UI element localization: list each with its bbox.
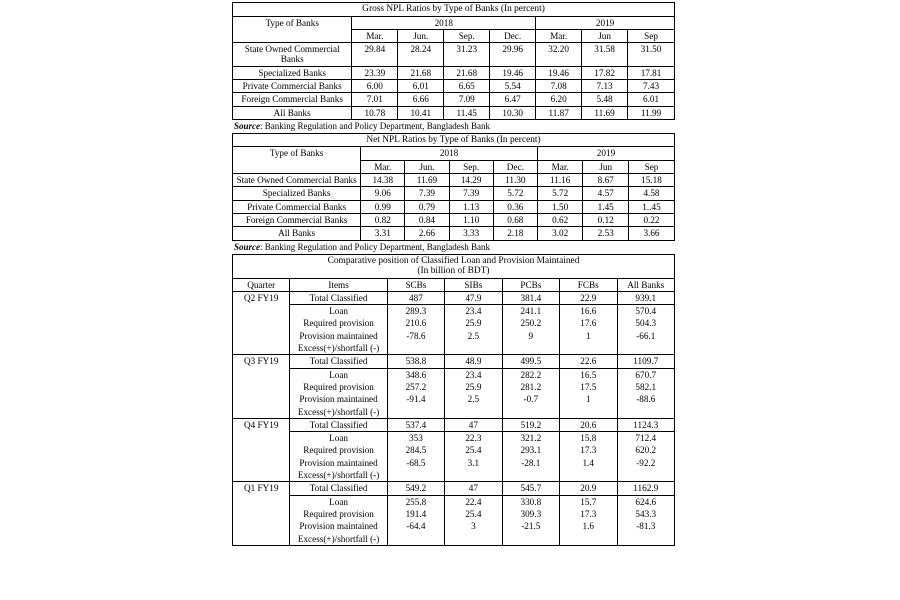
- row-label: Foreign Commercial Banks: [233, 93, 352, 106]
- cell: 29.96: [490, 43, 536, 67]
- cell: 3.1: [445, 457, 502, 469]
- table-row: [233, 213, 675, 226]
- cell: 17.5: [560, 381, 617, 393]
- cell: 19.46: [536, 66, 582, 79]
- cell: 16.5: [560, 368, 617, 381]
- cell: 0.12: [583, 213, 629, 226]
- cell: 29.84: [352, 43, 398, 67]
- month-header: Mar.: [352, 29, 398, 42]
- cell: 582.1: [617, 381, 675, 393]
- table-caption-row: [233, 133, 675, 147]
- cell: 4.57: [583, 187, 629, 200]
- cell: 241.1: [502, 305, 559, 318]
- table-row: [233, 43, 675, 67]
- source-text: : Banking Regulation and Policy Department, Bangladesh Bank: [260, 241, 490, 252]
- cell: 14.29: [449, 174, 493, 187]
- source-label: Source: [234, 241, 261, 252]
- cell: 381.4: [502, 291, 559, 304]
- caption-line-2: (In billion of BDT): [417, 266, 490, 277]
- cell: 17.3: [560, 444, 617, 456]
- month-header: Mar.: [361, 160, 405, 173]
- item-label: Provision maintained: [290, 520, 387, 532]
- net-npl-source: [232, 241, 675, 254]
- cell: -0.7: [502, 393, 559, 405]
- cell: 537.4: [387, 418, 444, 431]
- cell: -88.6: [617, 393, 675, 405]
- table-row: [233, 469, 675, 482]
- document-body: [232, 2, 675, 546]
- cell: 6.01: [628, 93, 675, 106]
- type-of-banks-header: Type of Banks: [233, 147, 361, 174]
- cell: 504.3: [617, 317, 675, 329]
- table-row: [233, 187, 675, 200]
- cell: 16.6: [560, 305, 617, 318]
- cell: 23.4: [445, 368, 502, 381]
- cell: 15.18: [628, 174, 674, 187]
- table-row: [233, 174, 675, 187]
- quarter-label: Q3 FY19: [233, 355, 290, 418]
- cell: 499.5: [502, 355, 559, 368]
- cell: 17.81: [628, 66, 675, 79]
- cell: [445, 533, 502, 546]
- item-label: Required provision: [290, 317, 387, 329]
- cell: 23.4: [445, 305, 502, 318]
- cell: 5.48: [582, 93, 628, 106]
- item-label: Excess(+)/shortfall (-): [290, 533, 387, 546]
- cell: -21.5: [502, 520, 559, 532]
- cell: 6.66: [398, 93, 444, 106]
- cell: 1.4: [560, 457, 617, 469]
- cell: 15.7: [560, 495, 617, 508]
- cell: 353: [387, 432, 444, 445]
- cell: 20.6: [560, 418, 617, 431]
- cell: 281.2: [502, 381, 559, 393]
- cell: 250.2: [502, 317, 559, 329]
- cell: 9.06: [361, 187, 405, 200]
- cell: 538.8: [387, 355, 444, 368]
- cell: 0.22: [628, 213, 674, 226]
- item-label: Required provision: [290, 444, 387, 456]
- cell: 3: [445, 520, 502, 532]
- cell: 19.46: [490, 66, 536, 79]
- cell: 712.4: [617, 432, 675, 445]
- cell: 549.2: [387, 482, 444, 495]
- month-header: Jun.: [398, 29, 444, 42]
- cell: 0.62: [537, 213, 583, 226]
- table-row: [233, 227, 675, 240]
- table-group-row: [233, 355, 675, 368]
- cell: [617, 469, 675, 482]
- cell: [445, 469, 502, 482]
- cell: 11.45: [444, 106, 490, 119]
- cell: 20.9: [560, 482, 617, 495]
- table-group-row: [233, 418, 675, 431]
- item-label: Provision maintained: [290, 393, 387, 405]
- column-header-quarter: Quarter: [233, 278, 290, 291]
- cell: 25.4: [445, 508, 502, 520]
- cell: 7.39: [405, 187, 449, 200]
- cell: [560, 533, 617, 546]
- cell: 570.4: [617, 305, 675, 318]
- cell: -81.3: [617, 520, 675, 532]
- row-label: All Banks: [233, 227, 361, 240]
- table-row: [233, 457, 675, 469]
- column-header-allbanks: All Banks: [617, 278, 675, 291]
- cell: 282.2: [502, 368, 559, 381]
- cell: 7.13: [582, 80, 628, 93]
- cell: [445, 342, 502, 355]
- gross-npl-source: [232, 120, 675, 133]
- cell: 10.30: [490, 106, 536, 119]
- cell: 7.39: [449, 187, 493, 200]
- cell: 6.00: [352, 80, 398, 93]
- item-label: Required provision: [290, 381, 387, 393]
- year-2018-header: 2018: [361, 147, 538, 160]
- gross-npl-caption: Gross NPL Ratios by Type of Banks (In percent): [233, 3, 675, 17]
- cell: 348.6: [387, 368, 444, 381]
- cell: 1124.3: [617, 418, 675, 431]
- cell: 31.50: [628, 43, 675, 67]
- item-label: Loan: [290, 495, 387, 508]
- cell: -64.4: [387, 520, 444, 532]
- cell: 2.53: [583, 227, 629, 240]
- column-header-sibs: SIBs: [445, 278, 502, 291]
- type-of-banks-header: Type of Banks: [233, 16, 352, 43]
- year-2019-header: 2019: [537, 147, 674, 160]
- cell: 48.9: [445, 355, 502, 368]
- cell: 2.18: [493, 227, 537, 240]
- cell: 487: [387, 291, 444, 304]
- item-label: Total Classified: [290, 418, 387, 431]
- cell: [387, 406, 444, 419]
- month-header: Jun.: [405, 160, 449, 173]
- cell: 22.3: [445, 432, 502, 445]
- table-header-row: [233, 147, 675, 160]
- cell: [502, 406, 559, 419]
- item-label: Loan: [290, 368, 387, 381]
- cell: 0.84: [405, 213, 449, 226]
- cell: [502, 533, 559, 546]
- table-row: [233, 106, 675, 119]
- cell: 6.47: [490, 93, 536, 106]
- table-caption-row: [233, 3, 675, 17]
- table-row: [233, 432, 675, 445]
- column-header-pcbs: PCBs: [502, 278, 559, 291]
- cell: 670.7: [617, 368, 675, 381]
- cell: 321.2: [502, 432, 559, 445]
- cell: 11.30: [493, 174, 537, 187]
- item-label: Provision maintained: [290, 330, 387, 342]
- cell: 7.09: [444, 93, 490, 106]
- table-header-row: [233, 16, 675, 29]
- cell: 10.78: [352, 106, 398, 119]
- item-label: Excess(+)/shortfall (-): [290, 469, 387, 482]
- cell: 5.72: [537, 187, 583, 200]
- month-header: Sep: [628, 29, 675, 42]
- cell: [387, 342, 444, 355]
- table-row: [233, 200, 675, 213]
- cell: 1109.7: [617, 355, 675, 368]
- table-row: [233, 533, 675, 546]
- cell: [560, 469, 617, 482]
- cell: 4.58: [628, 187, 674, 200]
- cell: 17.6: [560, 317, 617, 329]
- cell: 22.4: [445, 495, 502, 508]
- quarter-label: Q2 FY19: [233, 291, 290, 354]
- cell: -92.2: [617, 457, 675, 469]
- table-row: [233, 66, 675, 79]
- cell: 543.3: [617, 508, 675, 520]
- table-row: [233, 495, 675, 508]
- item-label: Total Classified: [290, 482, 387, 495]
- cell: -91.4: [387, 393, 444, 405]
- quarter-label: Q1 FY19: [233, 482, 290, 545]
- table-row: [233, 508, 675, 520]
- cell: [617, 342, 675, 355]
- item-label: Required provision: [290, 508, 387, 520]
- table-group-row: [233, 482, 675, 495]
- row-label: State Owned Commercial Banks: [233, 174, 361, 187]
- table-row: [233, 393, 675, 405]
- cell: 330.8: [502, 495, 559, 508]
- cell: 6.20: [536, 93, 582, 106]
- cell: 0.36: [493, 200, 537, 213]
- cell: 1.10: [449, 213, 493, 226]
- row-label: All Banks: [233, 106, 352, 119]
- item-label: Total Classified: [290, 291, 387, 304]
- row-label: Private Commercial Banks: [233, 80, 352, 93]
- cell: 210.6: [387, 317, 444, 329]
- month-header: Sep.: [449, 160, 493, 173]
- table-row: [233, 381, 675, 393]
- cell: 8.67: [583, 174, 629, 187]
- month-header: Jun: [583, 160, 629, 173]
- cell: 32.20: [536, 43, 582, 67]
- cell: 1.45: [583, 200, 629, 213]
- cell: 3.66: [628, 227, 674, 240]
- cell: 9: [502, 330, 559, 342]
- cell: 47: [445, 418, 502, 431]
- cell: 28.24: [398, 43, 444, 67]
- quarter-label: Q4 FY19: [233, 418, 290, 481]
- classified-loan-caption: [233, 254, 675, 278]
- cell: 22.9: [560, 291, 617, 304]
- cell: -68.5: [387, 457, 444, 469]
- cell: 7.08: [536, 80, 582, 93]
- cell: [560, 406, 617, 419]
- cell: 191.4: [387, 508, 444, 520]
- table-row: [233, 444, 675, 456]
- caption-line-1: Comparative position of Classified Loan and Provision Maintained: [327, 255, 580, 266]
- year-2019-header: 2019: [536, 16, 675, 29]
- item-label: Provision maintained: [290, 457, 387, 469]
- column-header-items: Items: [290, 278, 387, 291]
- cell: 22.6: [560, 355, 617, 368]
- table-group-row: [233, 291, 675, 304]
- cell: 309.3: [502, 508, 559, 520]
- cell: 25.9: [445, 381, 502, 393]
- table-header-row: [233, 278, 675, 291]
- gross-npl-table: [232, 2, 675, 120]
- cell: 519.2: [502, 418, 559, 431]
- cell: 0.99: [361, 200, 405, 213]
- column-header-fcbs: FCBs: [560, 278, 617, 291]
- table-row: [233, 330, 675, 342]
- table-row: [233, 93, 675, 106]
- cell: 1.13: [449, 200, 493, 213]
- cell: [560, 342, 617, 355]
- table-row: [233, 305, 675, 318]
- table-caption-row: [233, 254, 675, 278]
- cell: 15.8: [560, 432, 617, 445]
- item-label: Loan: [290, 305, 387, 318]
- item-label: Excess(+)/shortfall (-): [290, 406, 387, 419]
- cell: 17.82: [582, 66, 628, 79]
- cell: 21.68: [444, 66, 490, 79]
- cell: 7.43: [628, 80, 675, 93]
- row-label: Private Commercial Banks: [233, 200, 361, 213]
- table-row: [233, 342, 675, 355]
- cell: 620.2: [617, 444, 675, 456]
- year-2018-header: 2018: [352, 16, 536, 29]
- cell: 0.82: [361, 213, 405, 226]
- cell: 11.16: [537, 174, 583, 187]
- source-text: : Banking Regulation and Policy Department, Bangladesh Bank: [260, 120, 490, 131]
- table-row: [233, 80, 675, 93]
- month-header: Sep.: [444, 29, 490, 42]
- classified-loan-provision-table: [232, 254, 675, 546]
- cell: 47.9: [445, 291, 502, 304]
- cell: 11.69: [405, 174, 449, 187]
- cell: 257.2: [387, 381, 444, 393]
- cell: 31.58: [582, 43, 628, 67]
- cell: 289.3: [387, 305, 444, 318]
- cell: 545.7: [502, 482, 559, 495]
- cell: 47: [445, 482, 502, 495]
- cell: -28.1: [502, 457, 559, 469]
- cell: 11.69: [582, 106, 628, 119]
- cell: 25.4: [445, 444, 502, 456]
- cell: 6.01: [398, 80, 444, 93]
- cell: 11.99: [628, 106, 675, 119]
- cell: 10.41: [398, 106, 444, 119]
- cell: 2.66: [405, 227, 449, 240]
- row-label: Foreign Commercial Banks: [233, 213, 361, 226]
- cell: [502, 469, 559, 482]
- cell: 0.79: [405, 200, 449, 213]
- cell: [387, 469, 444, 482]
- cell: 3.33: [449, 227, 493, 240]
- table-row: [233, 368, 675, 381]
- table-row: [233, 406, 675, 419]
- cell: 1162.9: [617, 482, 675, 495]
- cell: 17.3: [560, 508, 617, 520]
- cell: 1: [560, 330, 617, 342]
- month-header: Mar.: [537, 160, 583, 173]
- row-label: Specialized Banks: [233, 66, 352, 79]
- table-row: [233, 520, 675, 532]
- cell: [445, 406, 502, 419]
- cell: 31.23: [444, 43, 490, 67]
- cell: 11.87: [536, 106, 582, 119]
- item-label: Total Classified: [290, 355, 387, 368]
- item-label: Loan: [290, 432, 387, 445]
- cell: [502, 342, 559, 355]
- cell: 7.01: [352, 93, 398, 106]
- cell: 23.39: [352, 66, 398, 79]
- cell: [387, 533, 444, 546]
- month-header: Dec.: [493, 160, 537, 173]
- cell: 0.68: [493, 213, 537, 226]
- net-npl-table: [232, 133, 675, 241]
- cell: 284.5: [387, 444, 444, 456]
- source-label: Source: [234, 120, 261, 131]
- cell: -66.1: [617, 330, 675, 342]
- row-label: State Owned Commercial Banks: [233, 43, 352, 67]
- cell: 14.38: [361, 174, 405, 187]
- cell: 5.54: [490, 80, 536, 93]
- cell: 255.8: [387, 495, 444, 508]
- cell: 939.1: [617, 291, 675, 304]
- cell: 1.50: [537, 200, 583, 213]
- cell: [617, 533, 675, 546]
- cell: 624.6: [617, 495, 675, 508]
- row-label: Specialized Banks: [233, 187, 361, 200]
- item-label: Excess(+)/shortfall (-): [290, 342, 387, 355]
- month-header: Mar.: [536, 29, 582, 42]
- cell: 2.5: [445, 330, 502, 342]
- column-header-scbs: SCBs: [387, 278, 444, 291]
- cell: [617, 406, 675, 419]
- cell: 5.72: [493, 187, 537, 200]
- cell: 25.9: [445, 317, 502, 329]
- cell: 2.5: [445, 393, 502, 405]
- month-header: Sep: [628, 160, 674, 173]
- table-row: [233, 317, 675, 329]
- cell: 3.31: [361, 227, 405, 240]
- cell: 1.6: [560, 520, 617, 532]
- cell: 1..45: [628, 200, 674, 213]
- net-npl-caption: Net NPL Ratios by Type of Banks (In percent): [233, 133, 675, 147]
- month-header: Dec.: [490, 29, 536, 42]
- month-header: Jun: [582, 29, 628, 42]
- cell: 1: [560, 393, 617, 405]
- cell: 293.1: [502, 444, 559, 456]
- cell: -78.6: [387, 330, 444, 342]
- cell: 3.02: [537, 227, 583, 240]
- cell: 6.65: [444, 80, 490, 93]
- cell: 21.68: [398, 66, 444, 79]
